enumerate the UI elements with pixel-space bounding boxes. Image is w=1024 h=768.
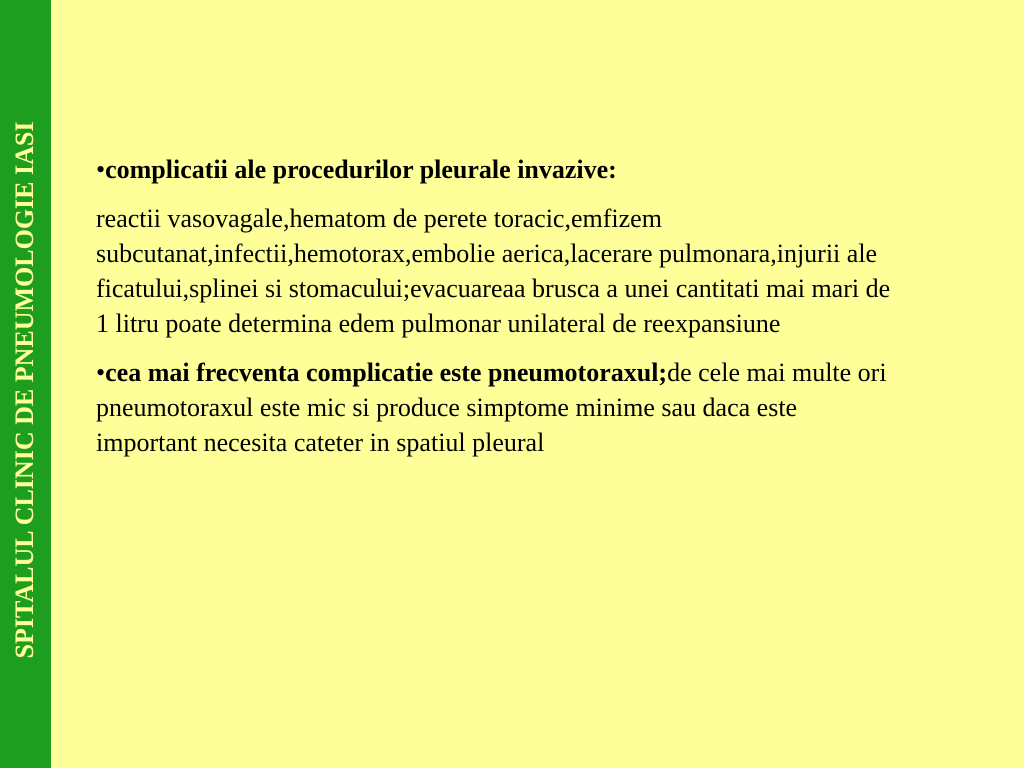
paragraph-pneumothorax <box>96 355 896 460</box>
pneumothorax-body-text: de cele mai multe ori pneumotoraxul este mic si produce simptome minime sau daca este important necesita cateter in spatiul pleural <box>96 358 887 457</box>
slide-body <box>96 152 896 474</box>
sidebar-band <box>0 0 51 768</box>
paragraph-complications-heading <box>96 152 896 187</box>
sidebar-hospital-label: SPITALUL CLINIC DE PNEUMOLOGIE IASI <box>10 121 39 659</box>
bullet: • <box>96 358 106 387</box>
paragraph-complications-list <box>96 201 896 341</box>
complications-list-text: reactii vasovagale,hematom de perete toracic,emfizem subcutanat,infectii,hemotorax,embolie aerica,lacerare pulmonara,injurii ale ficatului,splinei si stomacului;evacuareaa brusca a unei cantitati mai mari de 1 litru poate determina edem pulmonar unilateral de reexpansiune <box>96 204 891 338</box>
complications-heading-text: complicatii ale procedurilor pleurale invazive: <box>105 155 617 184</box>
pneumothorax-bold-text: cea mai frecventa complicatie este pneumotoraxul; <box>105 358 668 387</box>
bullet: • <box>96 155 106 184</box>
